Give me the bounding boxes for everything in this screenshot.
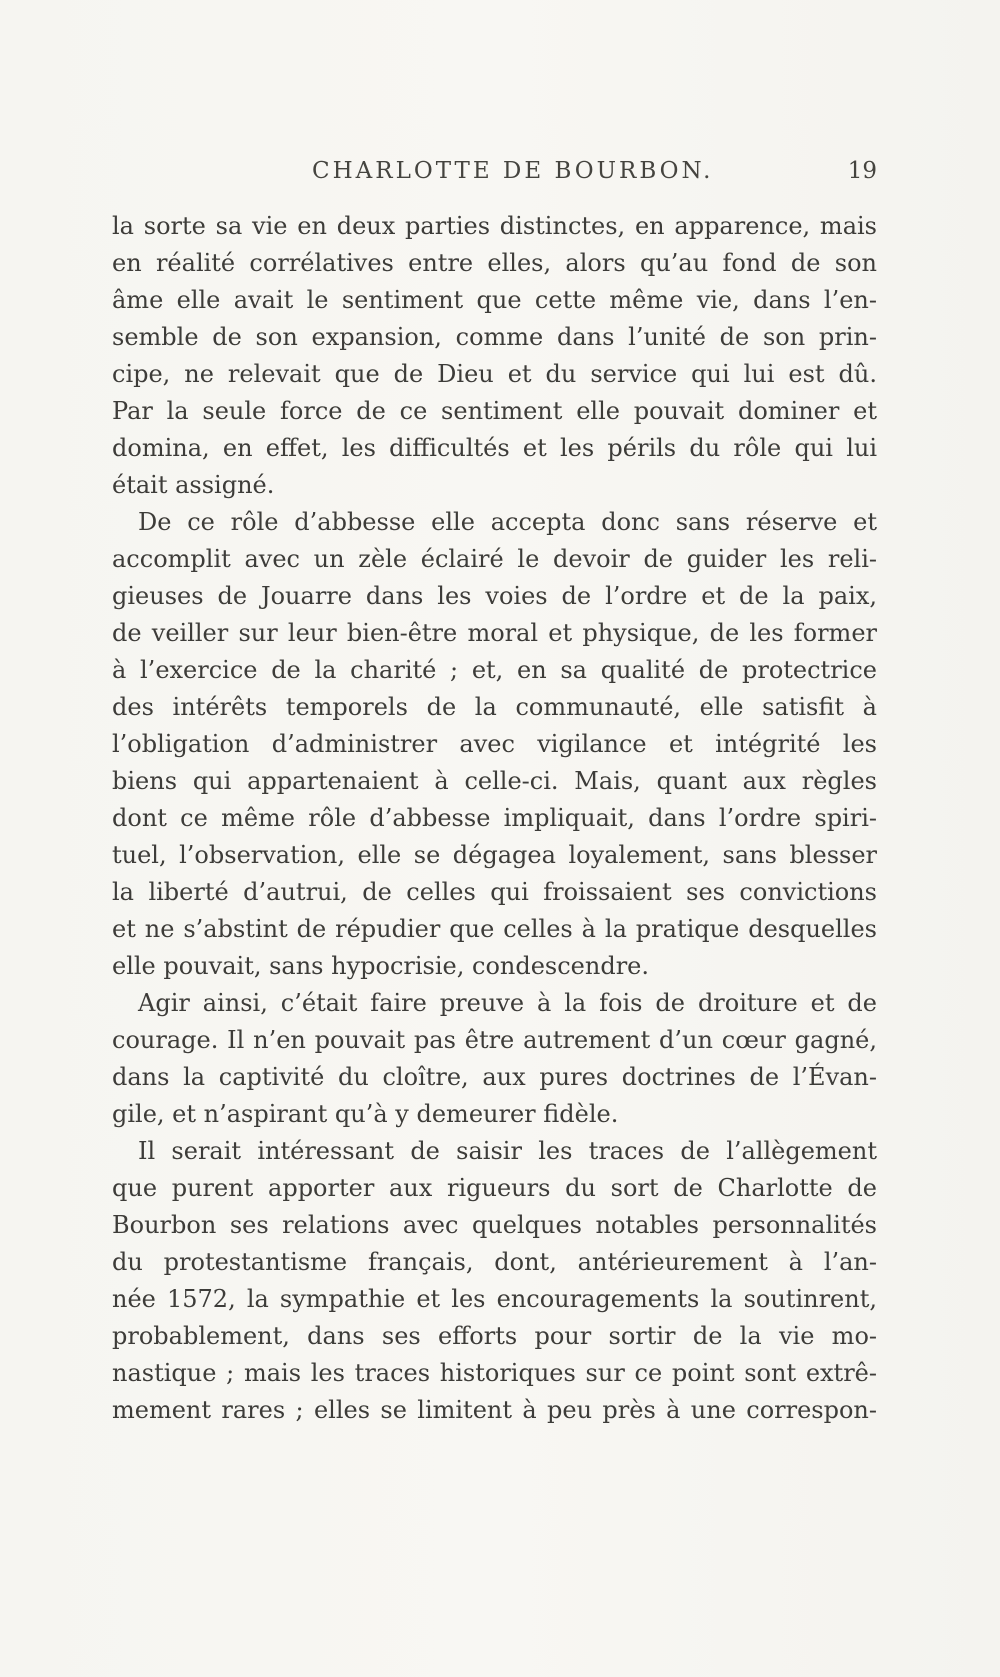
text-line: en réalité corrélatives entre elles, alors qu’au fond de son — [112, 249, 877, 277]
text-line: courage. Il n’en pouvait pas être autrement d’un cœur gagné, — [112, 1026, 877, 1054]
text-line: l’obligation d’administrer avec vigilance et intégrité les — [112, 730, 877, 758]
paragraph-3 — [112, 985, 877, 1133]
text-line: gile, et n’aspirant qu’à y demeurer fidèle. — [112, 1100, 619, 1128]
text-line: domina, en effet, les difficultés et les périls du rôle qui lui — [112, 434, 877, 462]
text-line: de veiller sur leur bien-être moral et physique, de les former — [112, 619, 877, 647]
text-line: à l’exercice de la charité ; et, en sa qualité de protectrice — [112, 656, 877, 684]
text-line: que purent apporter aux rigueurs du sort de Charlotte de — [112, 1174, 877, 1202]
text-line: De ce rôle d’abbesse elle accepta donc sans réserve et — [138, 508, 877, 536]
text-line: née 1572, la sympathie et les encouragements la soutinrent, — [112, 1285, 877, 1313]
text-line: la sorte sa vie en deux parties distinctes, en apparence, mais — [112, 212, 877, 240]
paragraph-2 — [112, 504, 877, 985]
text-line: dans la captivité du cloître, aux pures doctrines de l’Évan- — [112, 1063, 877, 1091]
text-line: Par la seule force de ce sentiment elle pouvait dominer et — [112, 397, 877, 425]
running-title: CHARLOTTE DE BOURBON. — [312, 158, 714, 184]
text-line: âme elle avait le sentiment que cette même vie, dans l’en- — [112, 286, 877, 314]
text-line: Bourbon ses relations avec quelques notables personnalités — [112, 1211, 877, 1239]
text-line: tuel, l’observation, elle se dégagea loyalement, sans blesser — [112, 841, 877, 869]
text-line: biens qui appartenaient à celle-ci. Mais, quant aux règles — [112, 767, 877, 795]
paragraph-1 — [112, 208, 877, 504]
paragraph-4 — [112, 1133, 877, 1429]
text-line: nastique ; mais les traces historiques sur ce point sont extrê- — [112, 1359, 877, 1387]
text-line: probablement, dans ses efforts pour sortir de la vie mo- — [112, 1322, 877, 1350]
page-number: 19 — [847, 158, 877, 184]
text-line: gieuses de Jouarre dans les voies de l’ordre et de la paix, — [112, 582, 877, 610]
text-line: accomplit avec un zèle éclairé le devoir de guider les reli- — [112, 545, 877, 573]
text-line: semble de son expansion, comme dans l’unité de son prin- — [112, 323, 877, 351]
text-line: Agir ainsi, c’était faire preuve à la fois de droiture et de — [138, 989, 877, 1017]
text-line: elle pouvait, sans hypocrisie, condescendre. — [112, 952, 649, 980]
body-text — [112, 208, 877, 1429]
text-line: des intérêts temporels de la communauté, elle satisfit à — [112, 693, 877, 721]
text-line: cipe, ne relevait que de Dieu et du service qui lui est dû. — [112, 360, 877, 388]
text-line: Il serait intéressant de saisir les traces de l’allègement — [138, 1137, 877, 1165]
page-header — [112, 158, 877, 194]
text-line: du protestantisme français, dont, antérieurement à l’an- — [112, 1248, 877, 1276]
text-line: et ne s’abstint de répudier que celles à la pratique desquelles — [112, 915, 877, 943]
text-line: mement rares ; elles se limitent à peu près à une correspon- — [112, 1396, 877, 1424]
text-line: la liberté d’autrui, de celles qui froissaient ses convictions — [112, 878, 877, 906]
text-line: était assigné. — [112, 471, 275, 499]
text-line: dont ce même rôle d’abbesse impliquait, dans l’ordre spiri- — [112, 804, 877, 832]
